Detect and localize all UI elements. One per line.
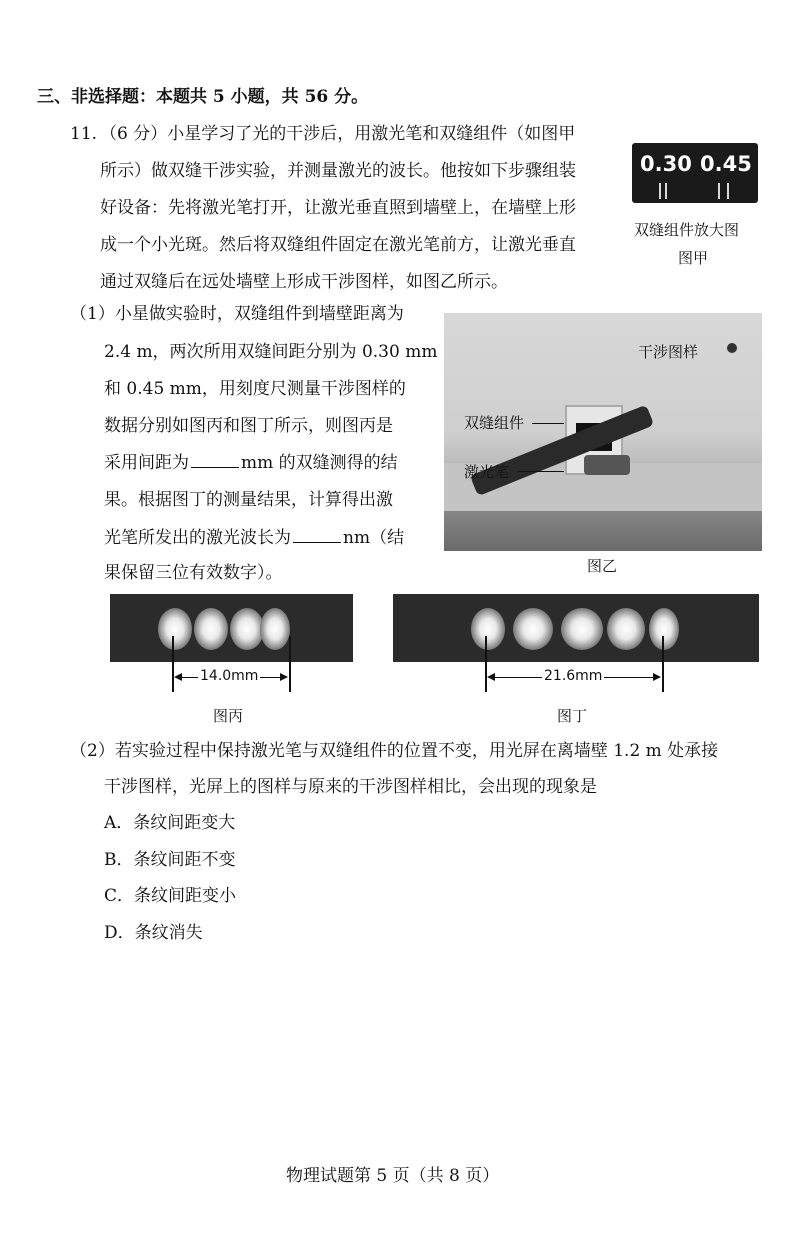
experiment-photo	[444, 313, 762, 551]
section-heading: 三、非选择题：本题共 5 小题，共 56 分。	[37, 87, 369, 107]
part1-line-8: 果保留三位有效数字）。	[104, 563, 283, 583]
part1-line-3: 和 0.45 mm，用刻度尺测量干涉图样的	[104, 379, 406, 399]
question-line-1: （6 分）小星学习了光的干涉后，用激光笔和双缝组件（如图甲	[100, 124, 576, 144]
part1-line-2: 2.4 m，两次所用双缝间距分别为 0.30 mm	[104, 342, 438, 362]
answer-blank-wavelength[interactable]	[293, 526, 341, 543]
part1-line-7-pre: 光笔所发出的激光波长为	[104, 528, 291, 548]
part1-line-5-pre: 采用间距为	[104, 453, 189, 473]
figure-ding-caption: 图丁	[557, 707, 588, 725]
slit-mark	[727, 183, 729, 199]
part1-line-6: 果。根据图丁的测量结果，计算得出激	[104, 490, 393, 510]
part1-line-7-post: nm（结	[343, 528, 405, 548]
figure-jia-caption-2: 图甲	[678, 249, 709, 267]
laser-holder	[584, 455, 630, 475]
fringe-pattern-bing	[110, 594, 353, 662]
question-line-2: 所示）做双缝干涉实验，并测量激光的波长。他按如下步骤组装	[100, 161, 576, 181]
part1-line-1: （1）小星做实验时，双缝组件到墙壁距离为	[70, 304, 404, 324]
part1-line-4: 数据分别如图丙和图丁所示，则图丙是	[104, 416, 393, 436]
option-d[interactable]: D．条纹消失	[104, 923, 203, 943]
label-laser-pointer: 激光笔	[464, 463, 510, 481]
question-line-3: 好设备：先将激光笔打开，让激光垂直照到墙壁上，在墙壁上形	[100, 198, 576, 218]
slit-spacing-right: 0.45	[700, 152, 752, 176]
part2-line-2: 干涉图样，光屏上的图样与原来的干涉图样相比，会出现的现象是	[104, 777, 597, 797]
slit-mark	[659, 183, 661, 199]
part1-line-5-post: mm 的双缝测得的结	[241, 453, 398, 473]
part1-line-7	[104, 526, 404, 549]
question-number: 11.	[70, 124, 98, 144]
question-line-4: 成一个小光斑。然后将双缝组件固定在激光笔前方，让激光垂直	[100, 235, 576, 255]
option-b[interactable]: B．条纹间距不变	[104, 850, 236, 870]
double-slit-magnified-figure	[632, 143, 758, 203]
slit-mark	[718, 183, 720, 199]
option-c[interactable]: C．条纹间距变小	[104, 886, 237, 906]
figure-yi-caption: 图乙	[587, 557, 618, 575]
label-interference-pattern: 干涉图样	[638, 343, 699, 361]
option-a[interactable]: A．条纹间距变大	[104, 813, 236, 833]
answer-blank-slit-spacing[interactable]	[191, 451, 239, 468]
slit-mark	[665, 183, 667, 199]
measurement-bing: 14.0mm	[200, 668, 259, 684]
figure-bing-caption: 图丙	[213, 707, 244, 725]
interference-spot	[727, 343, 737, 353]
question-line-5: 通过双缝后在远处墙壁上形成干涉图样，如图乙所示。	[100, 272, 508, 292]
measurement-ding: 21.6mm	[544, 668, 603, 684]
fringe-pattern-ding	[393, 594, 759, 662]
page-footer: 物理试题第 5 页（共 8 页）	[286, 1166, 500, 1186]
figure-jia-caption-1: 双缝组件放大图	[634, 221, 740, 239]
part1-line-5	[104, 451, 398, 474]
part2-line-1: （2）若实验过程中保持激光笔与双缝组件的位置不变，用光屏在离墙壁 1.2 m 处承接	[70, 741, 719, 761]
label-double-slit: 双缝组件	[464, 414, 525, 432]
slit-spacing-left: 0.30	[640, 152, 692, 176]
